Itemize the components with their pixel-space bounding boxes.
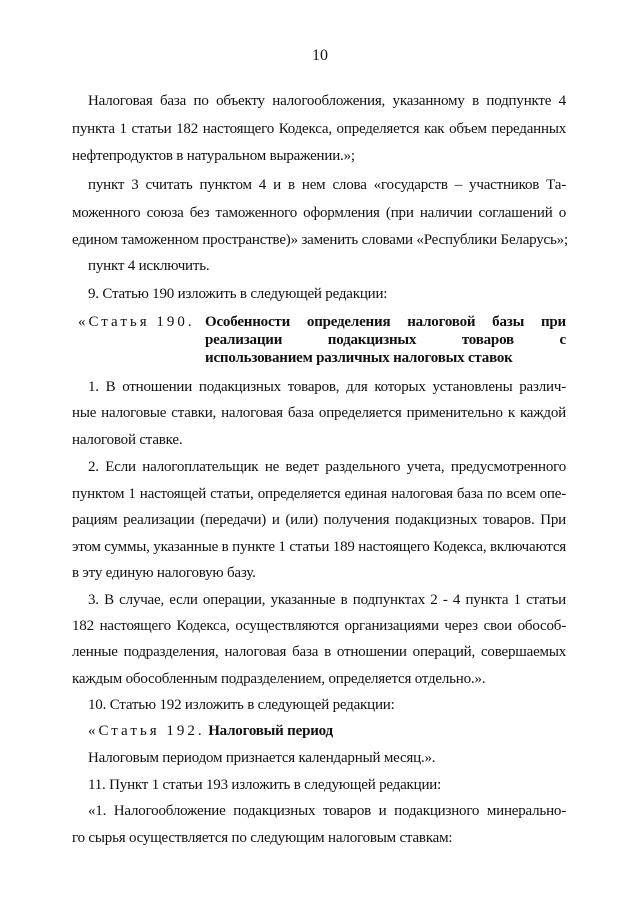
paragraph-line: этом суммы, указанные в пункте 1 статьи 189 настоящего Кодекса, включаются	[72, 539, 566, 555]
paragraph-line: нефтепродуктов в натуральном выражении.»;	[72, 148, 355, 164]
paragraph-line: ленные подразделения, налоговая база в отношении операций, совершаемых	[72, 644, 566, 660]
article-190-label: «Статья 190.	[78, 314, 195, 330]
paragraph-line: 1. В отношении подакцизных товаров, для которых установлены различ-	[88, 379, 566, 395]
paragraph-line: 2. Если налогоплательщик не ведет раздельного учета, предусмотренного	[88, 459, 566, 475]
paragraph-line: 11. Пункт 1 статьи 193 изложить в следующей редакции:	[88, 777, 442, 793]
page-number: 10	[312, 47, 328, 64]
article-192-label: «Статья 192.	[88, 723, 205, 739]
paragraph-line: пунктом 1 настоящей статьи, определяется единая налоговая база по всем опе-	[72, 486, 566, 502]
paragraph-line: «1. Налогообложение подакцизных товаров и подакцизного минерально-	[88, 803, 566, 819]
paragraph-line: налоговой ставке.	[72, 432, 183, 448]
paragraph-line: 182 настоящего Кодекса, осуществляются организациями через свои обособ-	[72, 618, 566, 634]
paragraph-line: в эту единую налоговую базу.	[72, 565, 256, 581]
article-190-title: Особенности определения налоговой базы при	[205, 314, 566, 330]
article-190-title: использованием различных налоговых ставок	[205, 350, 513, 366]
paragraph-line: Налоговая база по объекту налогообложения, указанному в подпункте 4	[88, 93, 566, 109]
paragraph-line: едином таможенном пространстве)» заменить словами «Республики Беларусь»;	[72, 232, 568, 248]
paragraph-line: пункт 4 исключить.	[88, 258, 210, 274]
article-192-title: Налоговый период	[208, 723, 333, 739]
article-190-title: реализации подакцизных товаров с	[205, 332, 566, 348]
paragraph-line: рациям реализации (передачи) и (или) получения подакцизных товаров. При	[72, 512, 566, 528]
paragraph-line: 9. Статью 190 изложить в следующей редакции:	[88, 286, 388, 302]
paragraph-line: каждым обособленным подразделением, определяется отдельно.».	[72, 671, 486, 687]
paragraph-line: 3. В случае, если операции, указанные в подпунктах 2 - 4 пункта 1 статьи	[88, 592, 566, 608]
paragraph-line: пункт 3 считать пунктом 4 и в нем слова «государств – участников Та-	[88, 177, 566, 193]
paragraph-line: ные налоговые ставки, налоговая база определяется применительно к каждой	[72, 405, 566, 421]
paragraph-line: моженного союза без таможенного оформления (при наличии соглашений о	[72, 205, 566, 221]
paragraph-line: го сырья осуществляется по следующим налоговым ставкам:	[72, 830, 453, 846]
article-192-heading	[88, 722, 566, 740]
paragraph-line: Налоговым периодом признается календарный месяц.».	[88, 750, 436, 766]
paragraph-line: 10. Статью 192 изложить в следующей редакции:	[88, 697, 395, 713]
paragraph-line: пункта 1 статьи 182 настоящего Кодекса, определяется как объем переданных	[72, 121, 566, 137]
